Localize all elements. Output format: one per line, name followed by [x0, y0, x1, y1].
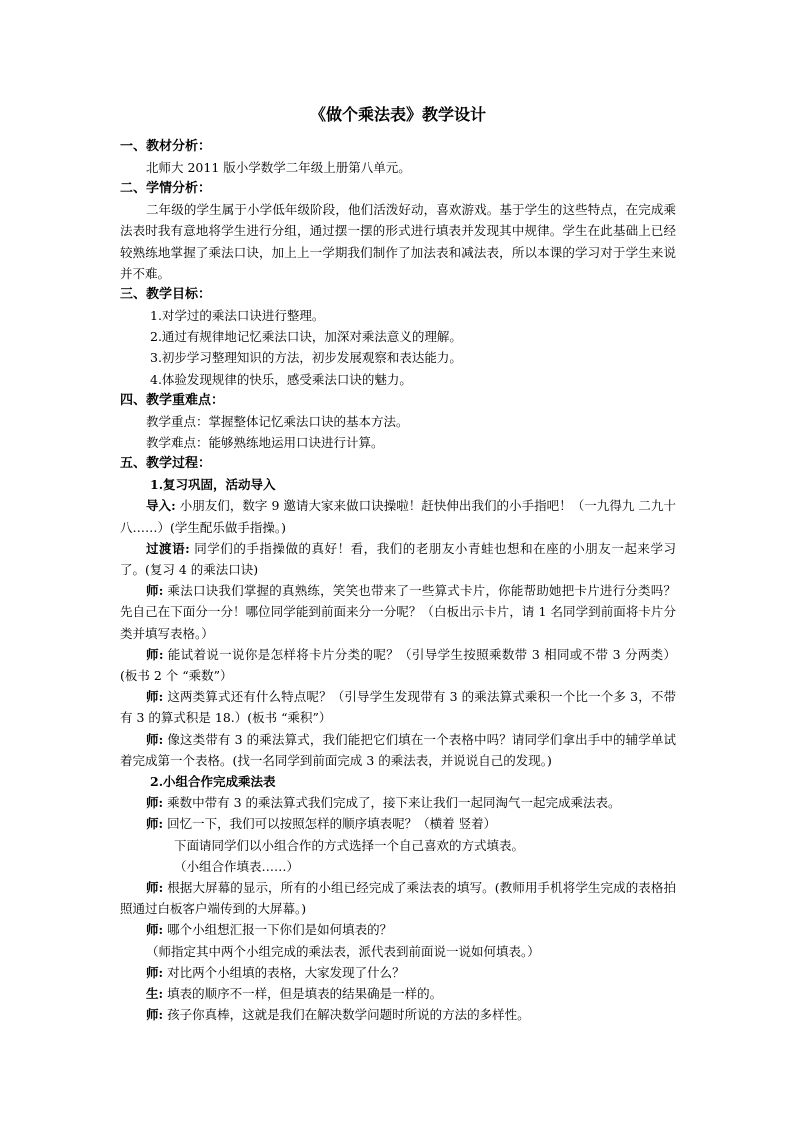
paragraph-teacher [120, 686, 676, 728]
paragraph-text: 乘法口诀我们掌握的真熟练，笑笑也带来了一些算式卡片，你能帮助她把卡片进行分类吗？先自己在下面分一分！哪位同学能到前面来分一分呢？（白板出示卡片，请 1 名同学到前面将卡片分类并填写表格。） [120, 583, 676, 641]
section-heading-key-points: 四、教学重难点： [120, 392, 225, 408]
paragraph-text: （师指定其中两个小组完成的乘法表，派代表到前面说一说如何填表。） [146, 943, 540, 959]
students-text: 二年级的学生属于小学低年级阶段，他们活泼好动，喜欢游戏。基于学生的这些特点，在完成乘法表时我有意地将学生进行分组，通过摆一摆的形式进行填表并发现其中规律。学生在此基础上已经较熟练地掌握了乘法口诀，加上上一学期我们制作了加法表和减法表，所以本课的学习对于学生来说并不难。 [120, 202, 676, 281]
objective-item: 4.体验发现规律的快乐，感受乘法口诀的魅力。 [150, 371, 412, 387]
speaker-label: 师: [146, 689, 164, 705]
objective-item: 3.初步学习整理知识的方法，初步发展观察和表达能力。 [150, 350, 462, 366]
paragraph-text: 根据大屏幕的显示，所有的小组已经完成了乘法表的填写。(教师用手机将学生完成的表格拍照通过白板客户端传到的大屏幕。) [120, 879, 676, 917]
speaker-label: 师: [146, 646, 164, 662]
paragraph-text: 孩子你真棒，这就是我们在解决数学问题时所说的方法的多样性。 [163, 1007, 530, 1023]
speaker-label: 师: [146, 795, 164, 811]
subsection-group-work: 2.小组合作完成乘法表 [150, 773, 276, 789]
materials-text: 北师大 2011 版小学数学二年级上册第八单元。 [146, 160, 411, 175]
key-point-text: 教学重点：掌握整体记忆乘法口诀的基本方法。 [146, 413, 409, 429]
speaker-label: 师: [146, 1007, 164, 1023]
paragraph-teacher [120, 919, 676, 940]
paragraph-text: 同学们的手指操做的真好！看，我们的老朋友小青蛙也想和在座的小朋友一起来学习了。(复习 4 的乘法口诀) [120, 540, 676, 577]
paragraph-text: 对比两个小组填的表格，大家发现了什么？ [163, 964, 405, 980]
difficulty-text: 教学难点：能够熟练地运用口诀进行计算。 [146, 434, 384, 450]
paragraph-text: 乘数中带有 3 的乘法算式我们完成了，接下来让我们一起同淘气一起完成乘法表。 [163, 795, 621, 811]
paragraph-text: 这两类算式还有什么特点呢？（引导学生发现带有 3 的乘法算式乘积一个比一个多 3，不带有 3 的算式积是 18.）(板书 “乘积”） [120, 689, 676, 726]
speaker-label: 师: [146, 816, 164, 832]
paragraph-text: 填表的顺序不一样，但是填表的结果确是一样的。 [163, 985, 443, 1001]
paragraph-teacher [120, 1004, 676, 1025]
speaker-label: 师: [146, 583, 164, 599]
speaker-label: 导入: [146, 498, 176, 514]
paragraph-teacher [120, 644, 676, 686]
speaker-label: 师: [146, 879, 164, 895]
speaker-label: 师: [146, 731, 164, 747]
paragraph-teacher [120, 813, 676, 834]
paragraph-teacher [120, 580, 676, 644]
section-heading-process: 五、教学过程： [120, 456, 212, 472]
section-heading-students: 二、学情分析： [120, 181, 212, 197]
paragraph-student [120, 983, 676, 1004]
paragraph-teacher [120, 962, 676, 983]
paragraph-text: 像这类带有 3 的乘法算式，我们能把它们填在一个表格中吗？请同学们拿出手中的辅学单试着完成第一个表格。(找一名同学到前面完成 3 的乘法表，并说说自己的发现。) [120, 731, 676, 768]
speaker-label: 过渡语: [146, 540, 190, 556]
paragraph-text: 能试着说一说你是怎样将卡片分类的呢？（引导学生按照乘数带 3 相同或不带 3 分两类）(板书 2 个 “乘数”） [120, 646, 676, 683]
subsection-review: 1.复习巩固，活动导入 [150, 477, 276, 493]
document-title: 《做个乘法表》教学设计 [309, 105, 486, 124]
paragraph-teacher [120, 792, 676, 813]
paragraph-intro [120, 495, 676, 537]
speaker-label: 生: [146, 985, 164, 1001]
speaker-label: 师: [146, 922, 164, 938]
paragraph-text: 下面请同学们以小组合作的方式选择一个自己喜欢的方式填表。 [174, 837, 525, 853]
paragraph-text: 回忆一下，我们可以按照怎样的顺序填表呢？（横着 竖着） [163, 816, 497, 832]
paragraph-text: 哪个小组想汇报一下你们是如何填表的？ [163, 922, 393, 938]
paragraph-teacher [120, 729, 676, 771]
section-heading-objectives: 三、教学目标： [120, 287, 212, 302]
paragraph-teacher [120, 877, 676, 919]
document-page [120, 104, 676, 1025]
objective-item: 1.对学过的乘法口诀进行整理。 [150, 308, 325, 323]
speaker-label: 师: [146, 964, 164, 980]
paragraph-text: （小组合作填表……） [174, 858, 300, 874]
section-heading-materials: 一、教材分析： [120, 139, 212, 154]
objective-item: 2.通过有规律地记忆乘法口诀，加深对乘法意义的理解。 [150, 329, 462, 345]
paragraph-transition [120, 538, 676, 580]
paragraph-text: 小朋友们，数字 9 邀请大家来做口诀操啦！赶快伸出我们的小手指吧！（一九得九 二九十八……）(学生配乐做手指操。) [120, 498, 676, 535]
